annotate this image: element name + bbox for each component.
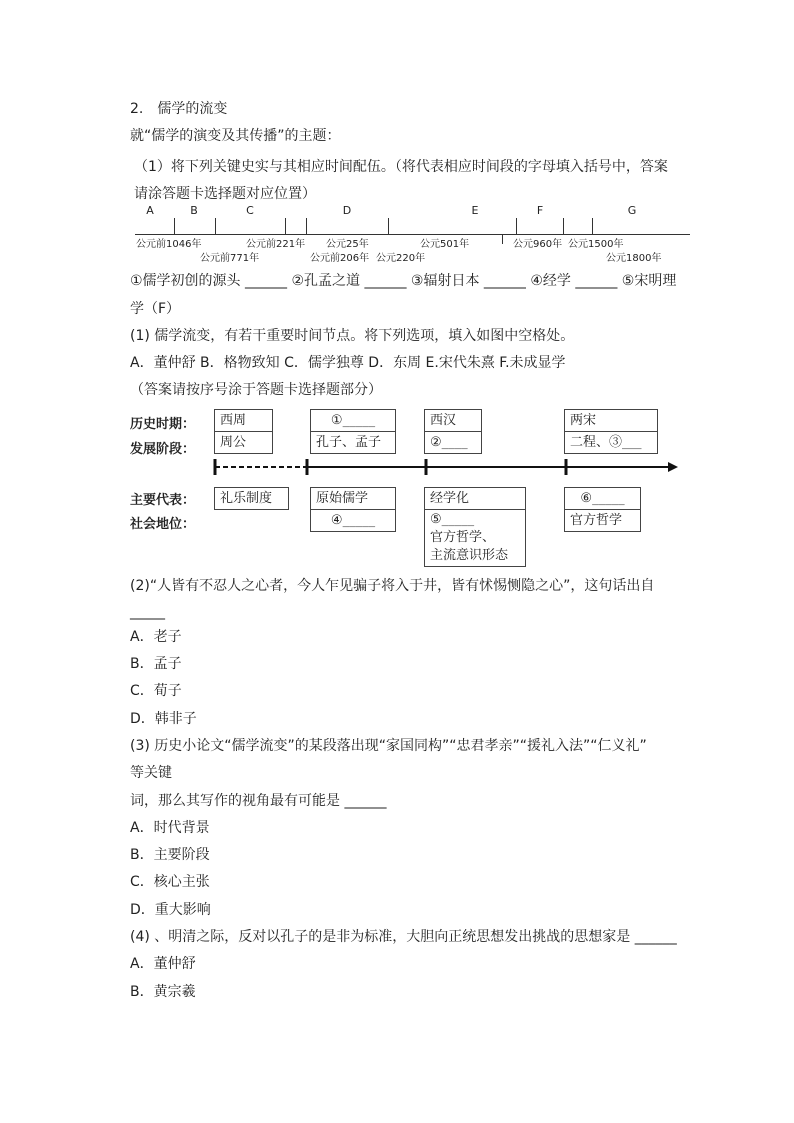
- date-label: 公元前1046年: [136, 239, 202, 250]
- diagram-arrow: [210, 457, 680, 477]
- timeline-tick: [516, 218, 517, 234]
- segment-label: G: [627, 204, 637, 217]
- q2-option: A．老子: [130, 629, 182, 645]
- timeline-tick: [215, 218, 216, 234]
- box-cell: 原始儒学: [316, 491, 369, 506]
- date-label: 公元1800年: [606, 253, 662, 264]
- date-label: 公元501年: [420, 239, 470, 250]
- label-period: 历史时期：: [130, 417, 196, 432]
- q4-option: B．黄宗羲: [130, 984, 196, 1000]
- box-cell: 礼乐制度: [220, 491, 273, 506]
- q2-stem: (2)“人皆有不忍人之心者，今人乍见骗子将入于井，皆有怵惕恻隐之心”，这句话出自: [130, 578, 655, 594]
- q3-option: D．重大影响: [130, 902, 211, 918]
- q1-instruction: （1）将下列关键史实与其相应时间配伍。（将代表相应时间段的字母填入括号中，答案请涂答题卡选择题对应位置）: [134, 159, 668, 202]
- segment-label: C: [246, 204, 254, 217]
- box-cell: ②____: [425, 431, 481, 453]
- date-label: 公元前221年: [246, 239, 306, 250]
- box-cell: [425, 509, 525, 566]
- q3-option: C．核心主张: [130, 874, 210, 890]
- q1-items-line2: 学（F）: [130, 301, 181, 317]
- q1b-note: （答案请按序号涂于答题卡选择题部分）: [130, 382, 382, 398]
- label-status: 社会地位：: [130, 517, 196, 532]
- date-label: 公元220年: [376, 253, 426, 264]
- q3-stem: 等关键: [130, 765, 172, 781]
- box-classics: [424, 487, 526, 567]
- box-western-zhou: [214, 409, 273, 454]
- box-cell: ④_____: [311, 509, 395, 531]
- q1b-options: A．董仲舒 B．格物致知 C．儒学独尊 D．东周 E.宋代朱熹 F.未成显学: [130, 355, 566, 371]
- timeline-tick: [388, 218, 389, 234]
- timeline-tick: [592, 218, 593, 234]
- segment-label: E: [471, 204, 479, 217]
- q2-blank: _____: [130, 604, 165, 620]
- q2-option: C．荀子: [130, 683, 182, 699]
- q2-option: D．韩非子: [130, 711, 197, 727]
- timeline-tick: [502, 234, 503, 244]
- q3-option: A．时代背景: [130, 820, 210, 836]
- date-label: 公元前771年: [200, 253, 260, 264]
- box-cell: 孔子、孟子: [311, 431, 395, 453]
- q3-option: B．主要阶段: [130, 847, 210, 863]
- heading: 2. 儒学的流变: [130, 101, 228, 117]
- box-cell: ①_____: [330, 413, 376, 428]
- segment-label: F: [536, 204, 544, 217]
- box-line: 主流意识形态: [430, 548, 509, 563]
- timeline-chart: [130, 200, 690, 266]
- date-label: 公元前206年: [310, 253, 370, 264]
- box-cell: 二程、③___: [565, 431, 657, 453]
- segment-label: A: [146, 204, 154, 217]
- timeline-tick: [563, 218, 564, 234]
- box-cell: 西周: [220, 413, 247, 428]
- q3-stem: (3) 历史小论文“儒学流变”的某段落出现“家国同构”“忠君孝亲”“援礼入法”“仁义礼”: [130, 738, 647, 754]
- timeline-tick: [174, 218, 175, 234]
- segment-label: D: [342, 204, 352, 217]
- date-label: 公元960年: [513, 239, 563, 250]
- arrow-head: [668, 462, 678, 472]
- box-cell: 经学化: [430, 491, 470, 506]
- box-cell: 周公: [215, 431, 272, 453]
- q1-items-line1: ①儒学初创的源头 ______ ②孔孟之道 ______ ③辐射日本 ______ ④经学 ______ ⑤宋明理: [130, 273, 677, 289]
- date-label: 公元25年: [326, 239, 369, 250]
- label-rep: 主要代表：: [130, 493, 196, 508]
- label-stage: 发展阶段：: [130, 442, 196, 457]
- box-cell: 官方哲学: [565, 509, 640, 531]
- date-label: 公元1500年: [568, 239, 624, 250]
- box-line: ⑤_____: [430, 512, 475, 527]
- box-original-confucianism: [310, 487, 396, 532]
- box-western-han: [424, 409, 482, 454]
- confucianism-diagram: [130, 405, 680, 570]
- q4-stem: (4) 、明清之际，反对以孔子的是非为标准，大胆向正统思想发出挑战的思想家是 ______: [130, 929, 677, 945]
- q2-option: B．孟子: [130, 656, 182, 672]
- q3-stem: 词，那么其写作的视角最有可能是 ______: [130, 793, 387, 809]
- box-cell: ⑥_____: [580, 491, 625, 506]
- box-official-philosophy: [564, 487, 641, 532]
- box-ritual-system: [214, 487, 289, 510]
- segment-label: B: [190, 204, 198, 217]
- timeline-tick: [306, 218, 307, 234]
- timeline-tick: [285, 218, 286, 234]
- box-cell: 两宋: [570, 413, 597, 428]
- q4-option: A．董仲舒: [130, 956, 196, 972]
- intro: 就“儒学的演变及其传播”的主题：: [130, 128, 341, 144]
- box-line: 官方哲学、: [430, 530, 496, 545]
- box-cell: 西汉: [430, 413, 457, 428]
- q1b-instruction: (1) 儒学流变，有若干重要时间节点。将下列选项，填入如图中空格处。: [130, 328, 575, 344]
- box-song: [564, 409, 658, 454]
- box-spring-autumn: [310, 409, 396, 454]
